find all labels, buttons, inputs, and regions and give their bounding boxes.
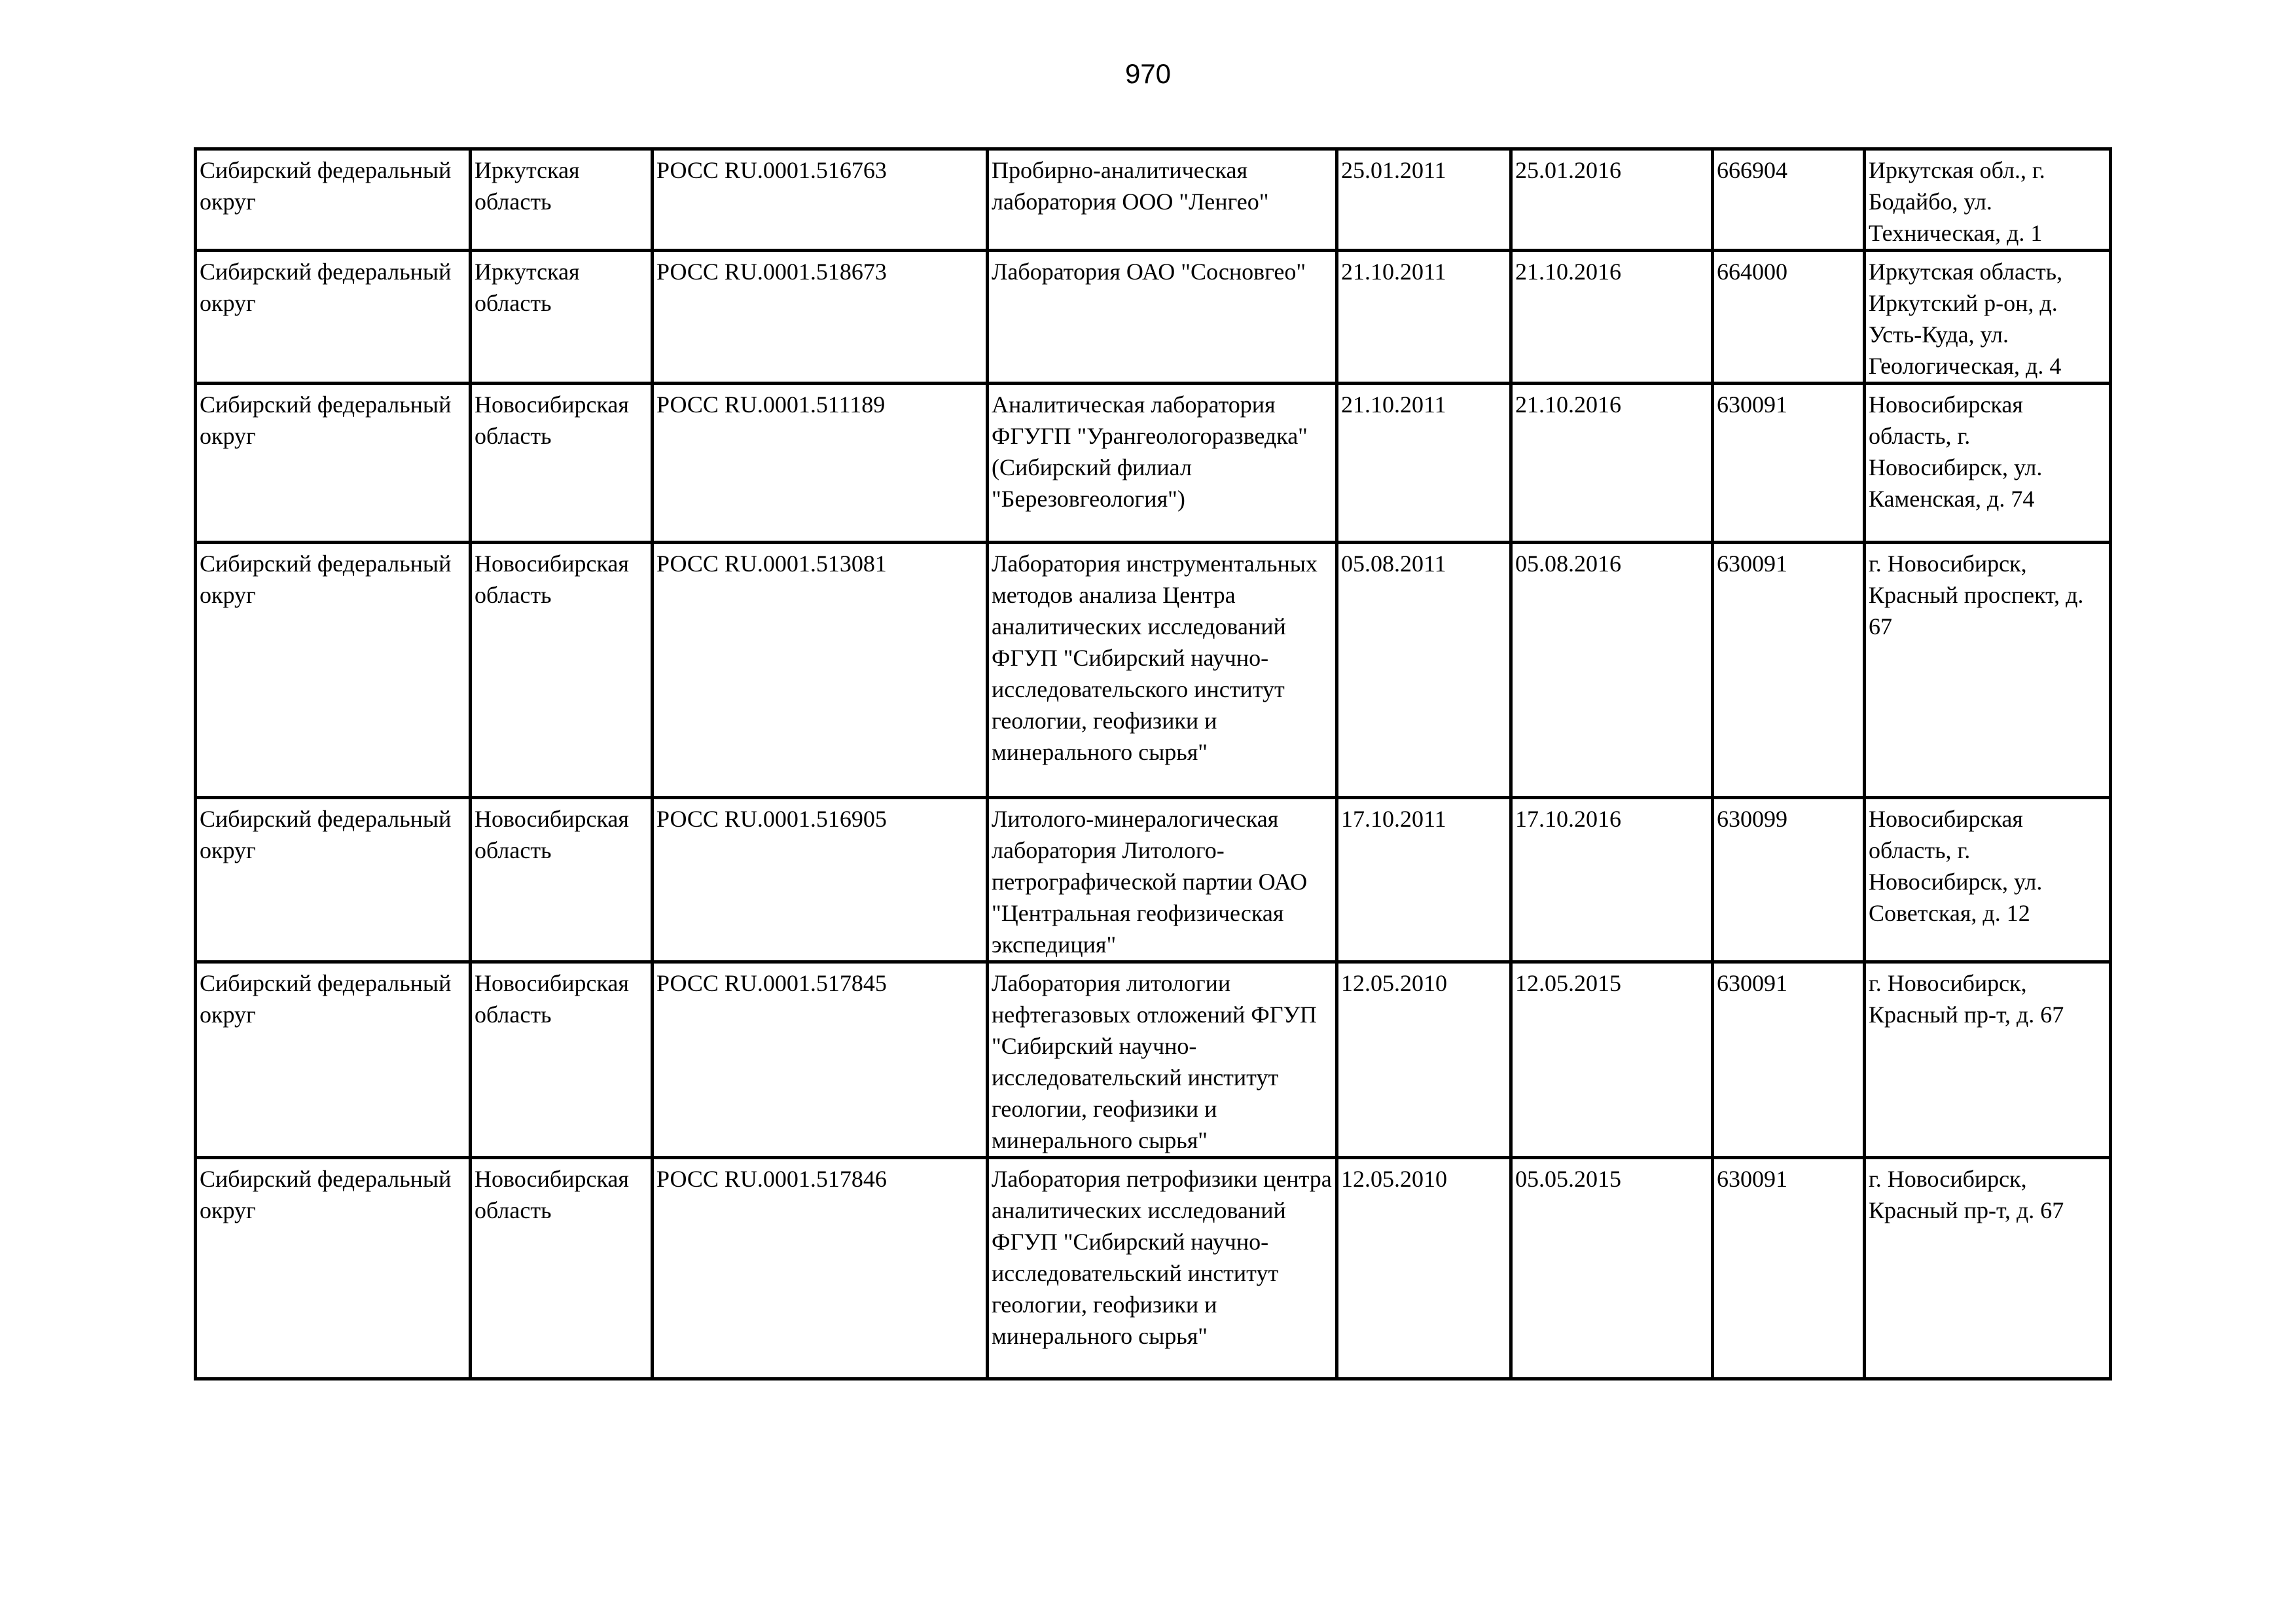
page-number: 970 (1124, 58, 1172, 89)
certificate-number-cell: РОСС RU.0001.513081 (653, 543, 988, 798)
region-cell: Иркутская область (471, 251, 653, 384)
postal-code-cell: 630091 (1713, 1158, 1865, 1379)
table-row (196, 384, 2111, 543)
table-row (196, 543, 2111, 798)
laboratory-name-cell: Лаборатория инструментальных методов анализа Центра аналитических исследований ФГУП "Сибирский научно-исследовательского институт геологии, геофизики и минерального сырья" (988, 543, 1337, 798)
valid-to-cell: 05.05.2015 (1511, 1158, 1713, 1379)
table-row (196, 798, 2111, 962)
address-cell: Иркутская область, Иркутский р-он, д. Усть-Куда, ул. Геологическая, д. 4 (1865, 251, 2111, 384)
valid-to-cell: 21.10.2016 (1511, 251, 1713, 384)
table-row (196, 251, 2111, 384)
laboratory-name-cell: Лаборатория литологии нефтегазовых отложений ФГУП "Сибирский научно-исследовательский институт геологии, геофизики и минерального сырья" (988, 962, 1337, 1158)
address-cell: г. Новосибирск, Красный пр-т, д. 67 (1865, 1158, 2111, 1379)
postal-code-cell: 664000 (1713, 251, 1865, 384)
valid-to-cell: 21.10.2016 (1511, 384, 1713, 543)
valid-to-cell: 12.05.2015 (1511, 962, 1713, 1158)
address-cell: Новосибирская область, г. Новосибирск, ул. Каменская, д. 74 (1865, 384, 2111, 543)
valid-from-cell: 05.08.2011 (1337, 543, 1511, 798)
valid-to-cell: 05.08.2016 (1511, 543, 1713, 798)
region-cell: Новосибирская область (471, 962, 653, 1158)
table-row (196, 149, 2111, 251)
region-cell: Иркутская область (471, 149, 653, 251)
region-cell: Новосибирская область (471, 384, 653, 543)
valid-from-cell: 21.10.2011 (1337, 384, 1511, 543)
valid-from-cell: 12.05.2010 (1337, 1158, 1511, 1379)
certificate-number-cell: РОСС RU.0001.516905 (653, 798, 988, 962)
valid-from-cell: 21.10.2011 (1337, 251, 1511, 384)
postal-code-cell: 630099 (1713, 798, 1865, 962)
valid-to-cell: 17.10.2016 (1511, 798, 1713, 962)
district-cell: Сибирский федеральный округ (196, 798, 471, 962)
address-cell: г. Новосибирск, Красный пр-т, д. 67 (1865, 962, 2111, 1158)
postal-code-cell: 630091 (1713, 962, 1865, 1158)
laboratory-name-cell: Пробирно-аналитическая лаборатория ООО "Ленгео" (988, 149, 1337, 251)
address-cell: Новосибирская область, г. Новосибирск, ул. Советская, д. 12 (1865, 798, 2111, 962)
valid-from-cell: 17.10.2011 (1337, 798, 1511, 962)
district-cell: Сибирский федеральный округ (196, 543, 471, 798)
laboratory-name-cell: Аналитическая лаборатория ФГУГП "Урангеологоразведка" (Сибирский филиал "Березовгеология") (988, 384, 1337, 543)
district-cell: Сибирский федеральный округ (196, 1158, 471, 1379)
laboratory-name-cell: Литолого-минералогическая лаборатория Литолого-петрографической партии ОАО "Центральная геофизическая экспедиция" (988, 798, 1337, 962)
address-cell: г. Новосибирск, Красный проспект, д. 67 (1865, 543, 2111, 798)
certificate-number-cell: РОСС RU.0001.517845 (653, 962, 988, 1158)
certificate-number-cell: РОСС RU.0001.517846 (653, 1158, 988, 1379)
region-cell: Новосибирская область (471, 798, 653, 962)
postal-code-cell: 630091 (1713, 384, 1865, 543)
region-cell: Новосибирская область (471, 1158, 653, 1379)
district-cell: Сибирский федеральный округ (196, 149, 471, 251)
table-row (196, 962, 2111, 1158)
district-cell: Сибирский федеральный округ (196, 251, 471, 384)
district-cell: Сибирский федеральный округ (196, 384, 471, 543)
postal-code-cell: 630091 (1713, 543, 1865, 798)
certificate-number-cell: РОСС RU.0001.518673 (653, 251, 988, 384)
laboratory-registry-table (194, 147, 2112, 1380)
region-cell: Новосибирская область (471, 543, 653, 798)
certificate-number-cell: РОСС RU.0001.511189 (653, 384, 988, 543)
district-cell: Сибирский федеральный округ (196, 962, 471, 1158)
certificate-number-cell: РОСС RU.0001.516763 (653, 149, 988, 251)
table-row (196, 1158, 2111, 1379)
valid-from-cell: 12.05.2010 (1337, 962, 1511, 1158)
laboratory-name-cell: Лаборатория петрофизики центра аналитических исследований ФГУП "Сибирский научно-исследовательский институт геологии, геофизики и минерального сырья" (988, 1158, 1337, 1379)
valid-from-cell: 25.01.2011 (1337, 149, 1511, 251)
postal-code-cell: 666904 (1713, 149, 1865, 251)
valid-to-cell: 25.01.2016 (1511, 149, 1713, 251)
address-cell: Иркутская обл., г. Бодайбо, ул. Техническая, д. 1 (1865, 149, 2111, 251)
laboratory-name-cell: Лаборатория ОАО "Сосновгео" (988, 251, 1337, 384)
